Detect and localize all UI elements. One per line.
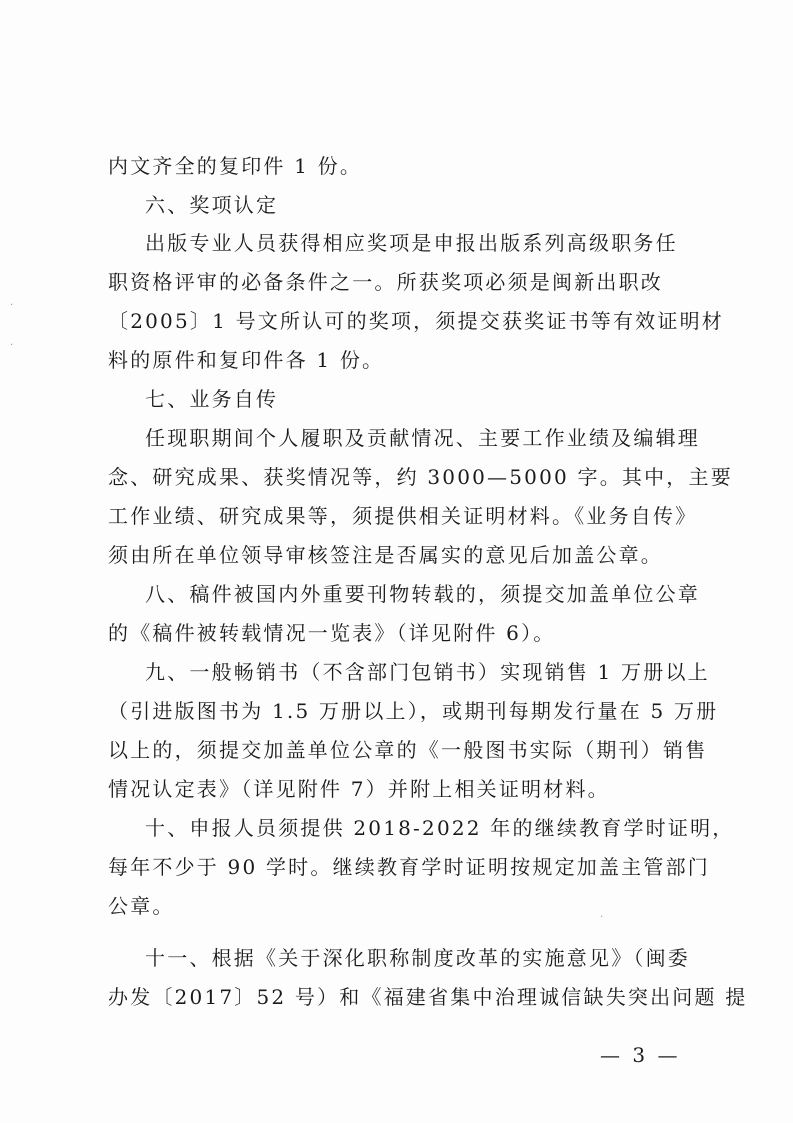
text-line: 料的原件和复印件各 1 份。 [108,348,385,372]
page-number: — 3 — [600,1043,681,1067]
section-heading-6: 六、奖项认定 [145,193,279,217]
text-line: 念、研究成果、获奖情况等，约 3000—5000 字。其中，主要 [108,465,733,489]
text-line: 须由所在单位领导审核签注是否属实的意见后加盖公章。 [108,543,663,567]
text-line: 以上的，须提交加盖单位公章的《一般图书实际（期刊）销售 [108,738,708,762]
section-paragraph-9: 九、一般畅销书（不含部门包销书）实现销售 1 万册以上 [145,660,710,684]
scan-speck: · [10,340,14,351]
section-paragraph-8: 八、稿件被国内外重要刊物转载的，须提交加盖单位公章 [145,582,700,606]
scan-speck: · [600,912,604,923]
text-line: 〔2005〕1 号文所认可的奖项，须提交获奖证书等有效证明材 [108,309,724,333]
text-line: 情况认定表》（详见附件 7）并附上相关证明材料。 [108,777,610,801]
text-line: （引进版图书为 1.5 万册以上），或期刊每期发行量在 5 万册 [108,699,719,723]
text-line: 任现职期间个人履职及贡献情况、主要工作业绩及编辑理 [145,426,700,450]
text-line: 办发〔2017〕52 号）和《福建省集中治理诚信缺失突出问题 提 [108,985,748,1009]
scan-speck: · [10,300,14,311]
text-line: 内文齐全的复印件 1 份。 [108,154,363,178]
text-line: 每年不少于 90 学时。继续教育学时证明按规定加盖主管部门 [108,855,710,879]
text-line: 的《稿件被转载情况一览表》（详见附件 6）。 [108,621,556,645]
section-paragraph-10: 十、申报人员须提供 2018-2022 年的继续教育学时证明， [145,816,735,840]
text-line: 职资格评审的必备条件之一。所获奖项必须是闽新出职改 [108,270,663,294]
text-line: 工作业绩、研究成果等，须提供相关证明材料。《业务自传》 [108,504,698,528]
text-line: 公章。 [108,894,175,918]
section-heading-7: 七、业务自传 [145,387,279,411]
text-line: 出版专业人员获得相应奖项是申报出版系列高级职务任 [145,231,678,255]
section-paragraph-11: 十一、根据《关于深化职称制度改革的实施意见》（闽委 [145,946,690,970]
